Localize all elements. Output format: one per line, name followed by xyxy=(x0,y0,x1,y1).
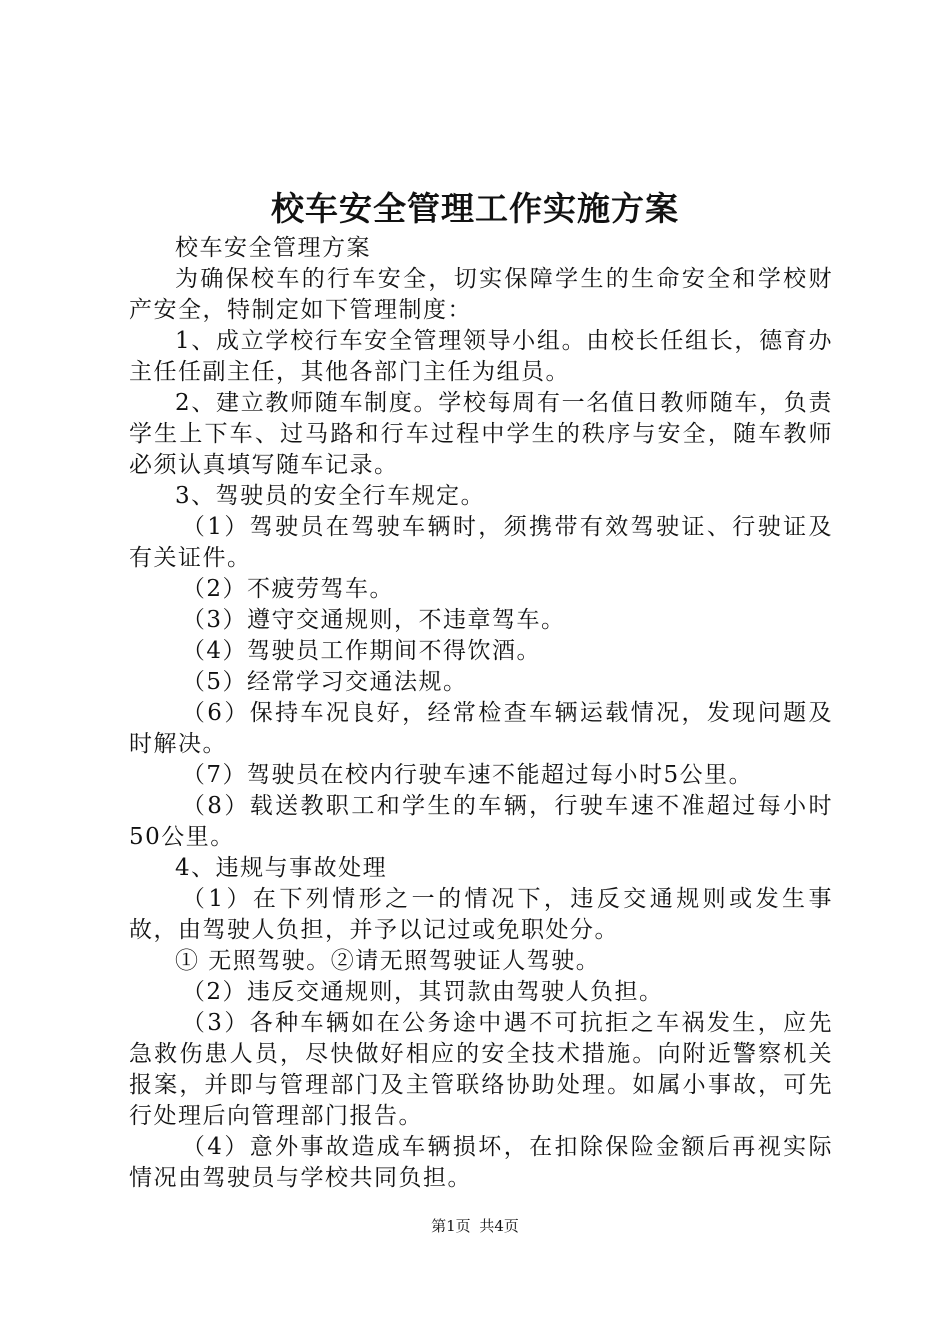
document-body xyxy=(129,233,833,1194)
page-total: 共4页 xyxy=(479,1217,519,1235)
paragraph-sub-item: （6）保持车况良好，经常检查车辆运载情况，发现问题及时解决。 xyxy=(129,700,833,757)
paragraph-item-4: 4、违规与事故处理 xyxy=(175,855,388,881)
paragraph-sub-item: （1）在下列情形之一的情况下，违反交通规则或发生事故，由驾驶人负担，并予以记过或免职处分。 xyxy=(129,886,833,943)
paragraph-sub-item: （4）意外事故造成车辆损坏，在扣除保险金额后再视实际情况由驾驶员与学校共同负担。 xyxy=(129,1134,833,1191)
paragraph-item-3: 3、驾驶员的安全行车规定。 xyxy=(175,483,486,509)
paragraph-sub-item: ① 无照驾驶。②请无照驾驶证人驾驶。 xyxy=(175,948,601,974)
page-number: 第1页 xyxy=(431,1217,471,1235)
paragraph-sub-item: （2）不疲劳驾车。 xyxy=(181,576,395,602)
paragraph-sub-item: （5）经常学习交通法规。 xyxy=(181,669,468,695)
paragraph-item-2: 2、建立教师随车制度。学校每周有一名值日教师随车，负责学生上下车、过马路和行车过程中学生的秩序与安全，随车教师必须认真填写随车记录。 xyxy=(129,390,833,478)
paragraph-heading: 校车安全管理方案 xyxy=(175,235,371,261)
paragraph-sub-item: （3）遵守交通规则，不违章驾车。 xyxy=(181,607,566,633)
page-footer xyxy=(0,1216,950,1236)
paragraph-sub-item: （3）各种车辆如在公务途中遇不可抗拒之车祸发生，应先急救伤患人员，尽快做好相应的安全技术措施。向附近警察机关报案，并即与管理部门及主管联络协助处理。如属小事故，可先行处理后向管理部门报告。 xyxy=(129,1010,833,1129)
document-title: 校车安全管理工作实施方案 xyxy=(271,189,679,228)
paragraph-intro: 为确保校车的行车安全，切实保障学生的生命安全和学校财产安全，特制定如下管理制度： xyxy=(129,266,833,323)
paragraph-sub-item: （1）驾驶员在驾驶车辆时，须携带有效驾驶证、行驶证及有关证件。 xyxy=(129,514,833,571)
paragraph-item-1: 1、成立学校行车安全管理领导小组。由校长任组长，德育办主任任副主任，其他各部门主任为组员。 xyxy=(129,328,833,385)
paragraph-sub-item: （2）违反交通规则，其罚款由驾驶人负担。 xyxy=(181,979,664,1005)
paragraph-sub-item: （4）驾驶员工作期间不得饮酒。 xyxy=(181,638,542,664)
paragraph-sub-item: （7）驾驶员在校内行驶车速不能超过每小时5公里。 xyxy=(181,762,754,788)
paragraph-sub-item: （8）载送教职工和学生的车辆，行驶车速不准超过每小时50公里。 xyxy=(129,793,833,850)
